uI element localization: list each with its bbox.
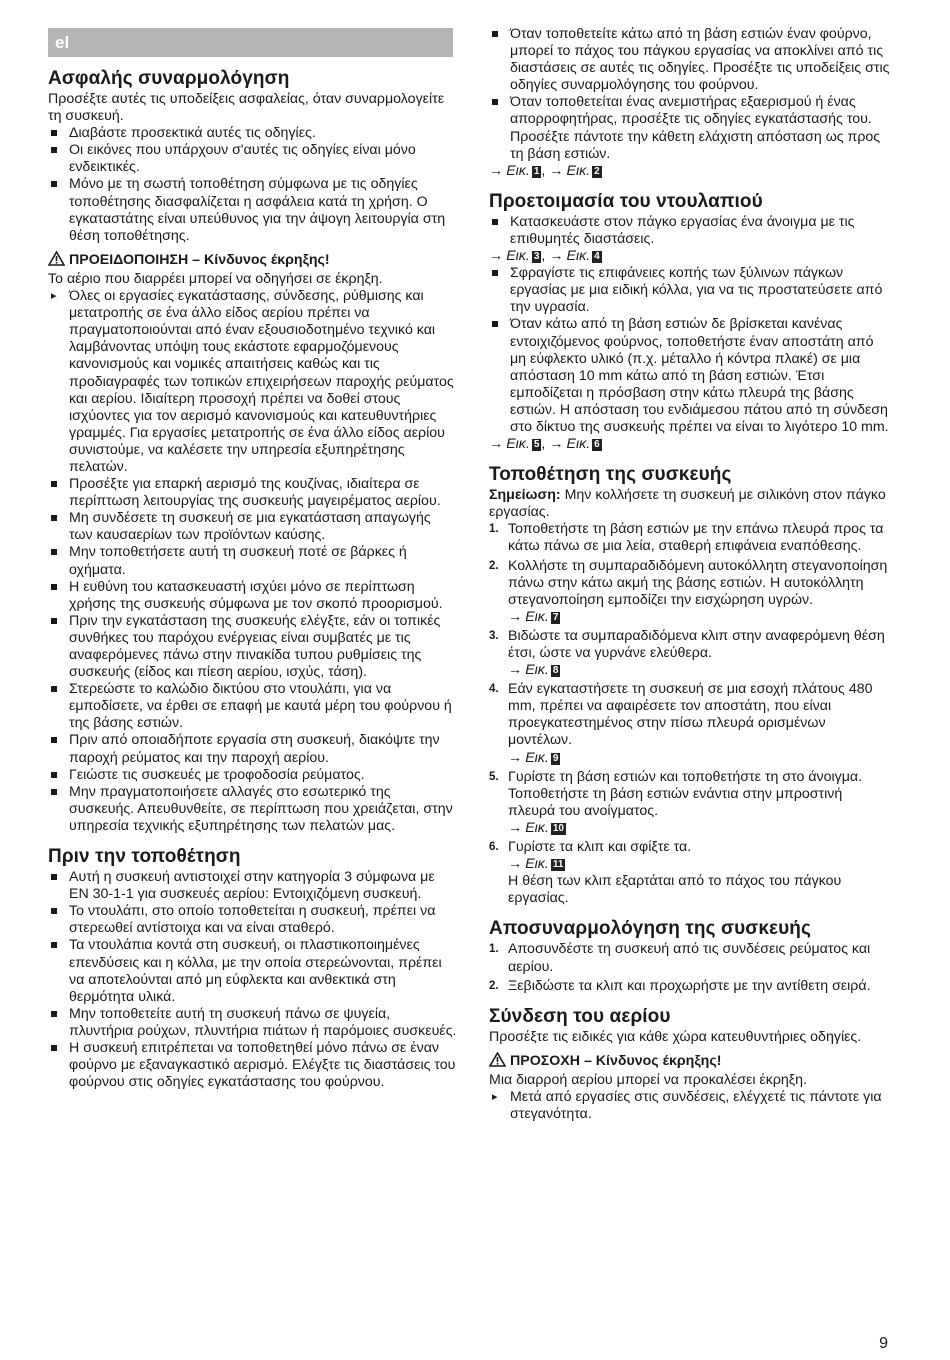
step-text: Ξεβιδώστε τα κλιπ και προχωρήστε με την αντίθετη σειρά. xyxy=(508,977,871,994)
arrow-icon: → xyxy=(489,162,504,179)
figure-number: 11 xyxy=(552,859,564,871)
figure-label: Εικ. xyxy=(525,856,549,873)
step-item xyxy=(489,769,891,837)
language-tab xyxy=(48,28,453,57)
list-item: Πριν από οποιαδήποτε εργασία στη συσκευή, διακόψτε την παροχή ρεύματος και την παροχή αερίου. xyxy=(48,732,458,766)
arrow-icon: → xyxy=(508,662,523,679)
left-column xyxy=(48,68,458,1102)
figure-label: Εικ. xyxy=(525,608,549,625)
list-item: Γειώστε τις συσκευές με τροφοδοσία ρεύματος. xyxy=(48,767,458,784)
step-item xyxy=(489,941,891,975)
arrow-icon: → xyxy=(549,248,564,265)
install-steps xyxy=(489,521,891,907)
figure-reference xyxy=(508,662,891,679)
step-text: Τοποθετήστε τη βάση εστιών με την επάνω πλευρά προς τα κάτω πάνω σε μια λεία, σταθερή επιφάνεια εναπόθεσης. xyxy=(508,521,884,555)
caution-text: Μια διαρροή αερίου μπορεί να προκαλέσει έκρηξη. xyxy=(489,1071,807,1088)
list-item: Μην τοποθετείτε αυτή τη συσκευή πάνω σε ψυγεία, πλυντήρια ρούχων, πλυντήρια πιάτων ή παρόμοιες συσκευές. xyxy=(48,1006,458,1040)
warning-triangle-icon xyxy=(48,251,65,271)
step-number: 6. xyxy=(489,841,499,854)
figure-number: 7 xyxy=(552,611,559,623)
gas-title: Σύνδεση του αερίου xyxy=(489,1005,671,1027)
right-column xyxy=(489,26,891,1134)
install-note xyxy=(489,487,891,521)
step-item xyxy=(489,558,891,626)
step-number: 3. xyxy=(489,629,499,642)
figure-label: Εικ. xyxy=(525,662,549,679)
figure-number: 1 xyxy=(533,165,540,177)
list-item: Προσέξτε για επαρκή αερισμό της κουζίνας, ιδιαίτερα σε περίπτωση λειτουργίας της συσκευής μαγειρέματος αερίου. xyxy=(48,476,458,510)
figure-label: Εικ. xyxy=(566,162,591,179)
step-item xyxy=(489,978,891,995)
caution-title: ΠΡΟΣΟΧΗ – Κίνδυνος έκρηξης! xyxy=(510,1052,722,1069)
list-item: Τα ντουλάπια κοντά στη συσκευή, οι πλαστικοποιημένες επενδύσεις και η κόλλα, με την οποία στερεώνονται, πρέπει να αποτελούνται από μη εύφλεκτα και ανθεκτικά στη θερμότητα υλικά. xyxy=(48,937,458,1005)
step-text: Αποσυνδέστε τη συσκευή από τις συνδέσεις ρεύματος και αερίου. xyxy=(508,941,871,975)
figure-number: 3 xyxy=(533,251,540,263)
continued-section xyxy=(489,26,891,180)
arrow-icon: → xyxy=(489,248,504,265)
arrow-icon: → xyxy=(508,608,523,625)
continued-list xyxy=(489,26,891,163)
list-item: Όταν τοποθετείται ένας ανεμιστήρας εξαερισμού ή ένας απορροφητήρας, προσέξτε τις οδηγίες εγκατάστασής του. Προσέξτε πάντοτε την κάθετη ελάχιστη απόσταση ως προς τη βάση εστιών. xyxy=(489,94,891,162)
action-item: ▸ Μετά από εργασίες στις συνδέσεις, ελέγχετέ τις πάντοτε για στεγανότητα. xyxy=(489,1089,891,1123)
step-text: Γυρίστε τα κλιπ και σφίξτε τα. xyxy=(508,839,692,856)
step-item xyxy=(489,521,891,555)
list-item: Κατασκευάστε στον πάγκο εργασίας ένα άνοιγμα με τις επιθυμητές διαστάσεις. xyxy=(489,214,891,248)
figure-reference: → Εικ. 3 , → Εικ. 4 xyxy=(489,248,600,265)
figure-reference xyxy=(508,820,891,837)
list-item: Μην τοποθετήσετε αυτή τη συσκευή ποτέ σε βάρκες ή οχήματα. xyxy=(48,544,458,578)
figure-number: 5 xyxy=(533,439,540,451)
list-item: Διαβάστε προσεκτικά αυτές τις οδηγίες. xyxy=(48,125,458,142)
removal-section xyxy=(489,918,891,994)
figure-reference: → Εικ. 1 , → Εικ. 2 xyxy=(489,162,600,179)
safety-list xyxy=(48,125,458,245)
step-number: 2. xyxy=(489,979,499,992)
before-installation-section xyxy=(48,846,458,1091)
step-number: 5. xyxy=(489,770,499,783)
action-item: ▸ Όλες οι εργασίες εγκατάστασης, σύνδεσης, ρύθμισης και μετατροπής σε ένα άλλο είδος αερίου πρέπει να πραγματοποιούνται από έναν εξουσιοδοτημένο τεχνικό και λαμβάνοντας υπόψη τους εκάστοτε εφαρμοζόμενους κανονισμούς και νομικές απαιτήσεις καθώς και τις προδιαγραφές των τοπικών επιχειρήσεων παροχής ρεύματος και αερίου. Ιδιαίτερη προσοχή πρέπει να δοθεί στους ισχύοντες για τον αερισμό κανονισμούς και κατευθυντήριες γραμμές. Για εργασίες μετατροπής σε ένα άλλο είδος αερίου συνιστούμε, να καλέσετε την υπηρεσία εξυπηρέτησης πελατών. xyxy=(48,288,458,476)
list-item: Η συσκευή επιτρέπεται να τοποθετηθεί μόνο πάνω σε έναν φούρνο με εξαναγκαστικό αερισμό. Ελέγξτε τις διαστάσεις του φούρνου στις οδηγίες εγκατάστασης του φούρνου. xyxy=(48,1040,458,1091)
arrow-icon: → xyxy=(489,436,504,453)
install-section xyxy=(489,464,891,907)
step-item xyxy=(489,628,891,679)
figure-label: Εικ. xyxy=(506,436,530,453)
step-number: 4. xyxy=(489,683,499,696)
arrow-icon: → xyxy=(508,819,523,836)
cabinet-prep-section xyxy=(489,191,891,453)
step-item xyxy=(489,681,891,766)
list-item: Οι εικόνες που υπάρχουν σ'αυτές τις οδηγίες είναι μόνο ενδεικτικές. xyxy=(48,142,458,176)
install-title: Τοποθέτηση της συσκευής xyxy=(489,464,732,486)
arrow-icon: → xyxy=(508,749,523,766)
removal-title: Αποσυναρμολόγηση της συσκευής xyxy=(489,918,811,940)
before-title: Πριν την τοποθέτηση xyxy=(48,846,241,868)
prep-list-1 xyxy=(489,214,891,248)
step-item xyxy=(489,839,891,907)
arrow-icon: → xyxy=(508,856,523,873)
list-item: Όταν τοποθετείτε κάτω από τη βάση εστιών έναν φούρνο, μπορεί το πάχος του πάγκου εργασίας να αποκλίνει από τις διαστάσεις σε αυτές τις οδηγίες. Προσέξτε τις υποδείξεις στις οδηγίες συναρμολόγησης του φούρνου. xyxy=(489,26,891,94)
arrow-icon: → xyxy=(549,162,564,179)
figure-reference xyxy=(508,750,891,767)
safety-section xyxy=(48,68,458,835)
arrow-icon: → xyxy=(549,436,564,453)
gas-intro: Προσέξτε τις ειδικές για κάθε χώρα κατευθυντήριες οδηγίες. xyxy=(489,1028,862,1045)
figure-number: 4 xyxy=(594,251,600,263)
warning-text: Το αέριο που διαρρέει μπορεί να οδηγήσει σε έκρηξη. xyxy=(48,270,383,287)
figure-reference: → Εικ. 5 , → Εικ. 6 xyxy=(489,436,600,453)
list-item: Αυτή η συσκευή αντιστοιχεί στην κατηγορία 3 σύμφωνα με EN 30-1-1 για συσκευές αερίου: Εντοιχιζόμενη συσκευή. xyxy=(48,869,458,903)
warning-actions xyxy=(48,288,458,476)
figure-number: 2 xyxy=(594,165,600,177)
figure-reference xyxy=(508,856,891,873)
list-item: Η ευθύνη του κατασκευαστή ισχύει μόνο σε περίπτωση χρήσης της συσκευής σύμφωνα με τον σκοπό προορισμού. xyxy=(48,579,458,613)
removal-steps xyxy=(489,941,891,994)
figure-label: Εικ. xyxy=(525,819,549,836)
list-item: Το ντουλάπι, στο οποίο τοποθετείται η συσκευή, πρέπει να στερεωθεί αντίστοιχα και να είναι σταθερό. xyxy=(48,903,458,937)
figure-number: 10 xyxy=(552,822,564,834)
figure-label: Εικ. xyxy=(506,248,530,265)
step-text: Εάν εγκαταστήσετε τη συσκευή σε μια εσοχή πλάτους 480 mm, πρέπει να αφαιρέσετε τον αποστάτη, που είναι προεγκατεστημένος στην πίσω πλευρά ορισμένων μοντέλων. xyxy=(508,681,873,749)
figure-number: 6 xyxy=(594,439,600,451)
safety-title: Ασφαλής συναρμολόγηση xyxy=(48,68,290,89)
step-text: Κολλήστε τη συμπαραδιδόμενη αυτοκόλλητη στεγανοποίηση πάνω στην κάτω ακμή της βάσης εστιών. Η αυτοκόλλητη στεγανοποίηση εμποδίζει την εισχώρηση υγρών. xyxy=(508,557,888,608)
list-item: Μόνο με τη σωστή τοποθέτηση σύμφωνα με τις οδηγίες τοποθέτησης διασφαλίζεται η ασφάλεια κατά τη χρήση. Ο εγκαταστάτης είναι υπεύθυνος για την άψογη λειτουργία στη θέση τοποθέτησης. xyxy=(48,176,458,244)
list-item: Στερεώστε το καλώδιο δικτύου στο ντουλάπι, για να εμποδίσετε, να έρθει σε επαφή με καυτά μέρη του φούρνου ή της βάσης εστιών. xyxy=(48,681,458,732)
note-label: Σημείωση: xyxy=(489,487,561,504)
list-item: Πριν την εγκατάσταση της συσκευής ελέγξτε, εάν οι τοπικές συνθήκες του παρόχου ενέργειας είναι συμβατές με τις αναφερόμενες πάνω στην πινακίδα τυπου ρυθμίσεις της συσκευής (είδος και πίεση αερίου, ισχύς, τάση). xyxy=(48,613,458,681)
prep-title: Προετοιμασία του ντουλαπιού xyxy=(489,190,763,212)
step-text: Βιδώστε τα συμπαραδιδόμενα κλιπ στην αναφερόμενη θέση έτσι, ώστε να γυρνάνε ελεύθερα. xyxy=(508,627,885,661)
safety-list-2 xyxy=(48,476,458,835)
step-text: Γυρίστε τη βάση εστιών και τοποθετήστε τη στο άνοιγμα. Τοποθετήστε τη βάση εστιών ενάντια στην μπροστινή πλευρά του ανοίγματος. xyxy=(508,768,863,819)
note-text: Μην κολλήσετε τη συσκευή με σιλικόνη στον πάγκο εργασίας. xyxy=(489,487,886,521)
step-number: 2. xyxy=(489,559,499,572)
gas-connection-section xyxy=(489,1006,891,1123)
before-list xyxy=(48,869,458,1091)
list-item: Όταν κάτω από τη βάση εστιών δε βρίσκεται κανένας εντοιχιζόμενος φούρνος, τοποθετήστε έναν αποστάτη από μη εύφλεκτο υλικό (π.χ. μέταλλο ή κόντρα πλακέ) σε μια απόσταση 10 mm κάτω από τη βάση εστιών. Έτσι εμποδίζεται η πρόσβαση στην κάτω πλευρά της βάσης εστιών. Η απόσταση του ενδιάμεσου πάτου από τη σύνδεση στο δίκτυο της συσκευής πρέπει να είναι το λιγότερο 10 mm. xyxy=(489,316,891,436)
page-number: 9 xyxy=(879,1335,888,1352)
step-extra: Η θέση των κλιπ εξαρτάται από το πάχος του πάγκου εργασίας. xyxy=(508,873,842,907)
figure-label: Εικ. xyxy=(506,162,530,179)
list-item: Σφραγίστε τις επιφάνειες κοπής των ξύλινων πάγκων εργασίας με μια ειδική κόλλα, για να τις προστατεύσετε από την υγρασία. xyxy=(489,265,891,316)
list-item: Μην πραγματοποιήσετε αλλαγές στο εσωτερικό της συσκευής. Απευθυνθείτε, σε περίπτωση που χρειάζεται, στην υπηρεσία τεχνικής εξυπηρέτησης των πελατών μας. xyxy=(48,784,458,835)
caution-actions xyxy=(489,1089,891,1123)
figure-label: Εικ. xyxy=(566,248,591,265)
language-code: el xyxy=(55,33,70,52)
caution-heading xyxy=(489,1052,891,1072)
step-number: 1. xyxy=(489,943,499,956)
list-item: Μη συνδέσετε τη συσκευή σε μια εγκατάσταση απαγωγής των καυσαερίων των προϊόντων καύσης. xyxy=(48,510,458,544)
warning-triangle-icon xyxy=(489,1052,506,1072)
step-number: 1. xyxy=(489,523,499,536)
figure-reference xyxy=(508,609,891,626)
warning-heading xyxy=(48,251,458,271)
warning-title: ΠΡΟΕΙΔΟΠΟΙΗΣΗ – Κίνδυνος έκρηξης! xyxy=(69,251,330,268)
prep-list-2 xyxy=(489,265,891,436)
figure-label: Εικ. xyxy=(566,436,591,453)
figure-number: 9 xyxy=(552,752,559,764)
safety-intro: Προσέξτε αυτές τις υποδείξεις ασφαλείας, όταν συναρμολογείτε τη συσκευή. xyxy=(48,91,445,125)
figure-number: 8 xyxy=(552,665,559,677)
figure-label: Εικ. xyxy=(525,749,549,766)
